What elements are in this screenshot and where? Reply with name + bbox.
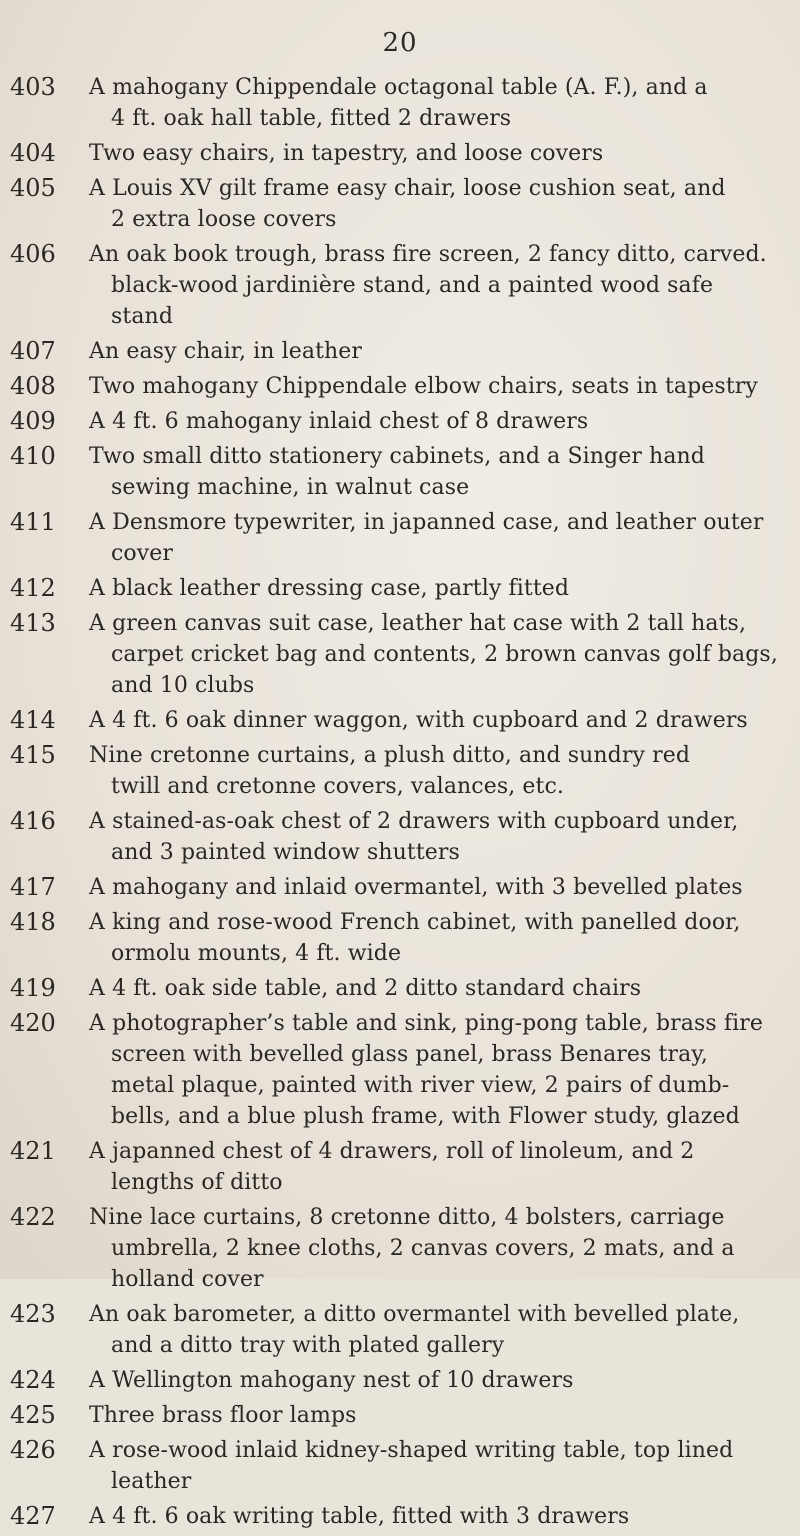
lot-number: 414 [10,706,56,734]
lot-description [67,371,800,402]
lot-description-line: stand [111,304,173,329]
lot-description [67,608,800,701]
lot-description-line: An oak book trough, brass fire screen, 2 fancy ditto, carved. [89,242,767,267]
lot-description [67,1365,800,1396]
lot-number: 426 [10,1436,56,1464]
lot-description [67,239,800,332]
lot-entry [0,507,800,569]
lot-description [67,1435,800,1497]
lot-entry [0,173,800,235]
lot-description [67,1008,800,1132]
lot-number: 423 [10,1300,56,1328]
lot-description-line: screen with bevelled glass panel, brass Benares tray, [111,1042,708,1067]
lot-number: 420 [10,1009,56,1037]
lot-description-line: A green canvas suit case, leather hat case with 2 tall hats, [89,611,747,636]
lot-number: 425 [10,1401,56,1429]
lot-description-line: carpet cricket bag and contents, 2 brown canvas golf bags, [111,642,778,667]
lot-description [67,507,800,569]
lot-entry [0,1435,800,1497]
lot-entry [0,1008,800,1132]
lot-entry [0,1299,800,1361]
lot-number: 409 [10,407,56,435]
lot-entry [0,806,800,868]
lot-description-line: umbrella, 2 knee cloths, 2 canvas covers, 2 mats, and a [111,1236,735,1261]
lot-description [67,705,800,736]
lot-number: 405 [10,174,56,202]
lot-description-line: Two mahogany Chippendale elbow chairs, seats in tapestry [89,374,758,399]
lot-description-line: and 10 clubs [111,673,255,698]
lot-description-line: A stained-as-oak chest of 2 drawers with cupboard under, [89,809,739,834]
lot-description-line: ormolu mounts, 4 ft. wide [111,941,402,966]
lot-entry [0,1365,800,1396]
lot-number: 415 [10,741,56,769]
lot-description-line: A mahogany Chippendale octagonal table (A. F.), and a [89,75,708,100]
lot-description-line: A mahogany and inlaid overmantel, with 3 bevelled plates [89,875,743,900]
lot-description [67,973,800,1004]
lot-entry [0,72,800,134]
lot-description-line: holland cover [111,1267,264,1292]
lot-number: 418 [10,908,56,936]
lot-description [67,72,800,134]
lot-description [67,173,800,235]
lot-description-line: A 4 ft. 6 mahogany inlaid chest of 8 drawers [89,409,589,434]
lot-number: 421 [10,1137,56,1165]
lot-description-line: Two easy chairs, in tapestry, and loose covers [89,141,604,166]
lot-list [0,72,800,1536]
lot-entry [0,1400,800,1431]
lot-description-line: cover [111,541,174,566]
lot-description-line: An easy chair, in leather [89,339,363,364]
lot-description-line: lengths of ditto [111,1170,283,1195]
lot-description [67,1400,800,1431]
lot-description [67,1202,800,1295]
lot-description [67,406,800,437]
lot-description [67,336,800,367]
lot-description-line: An oak barometer, a ditto overmantel with bevelled plate, [89,1302,740,1327]
lot-description-line: bells, and a blue plush frame, with Flower study, glazed [111,1104,740,1129]
lot-number: 408 [10,372,56,400]
lot-description [67,907,800,969]
lot-description-line: Two small ditto stationery cabinets, and a Singer hand [89,444,705,469]
lot-description-line: Three brass floor lamps [89,1403,357,1428]
lot-number: 404 [10,139,56,167]
lot-description [67,441,800,503]
lot-description-line: A japanned chest of 4 drawers, roll of linoleum, and 2 [89,1139,695,1164]
lot-number: 417 [10,873,56,901]
lot-description [67,1136,800,1198]
lot-description-line: A 4 ft. 6 oak writing table, fitted with 3 drawers [89,1504,630,1529]
lot-description-line: A king and rose-wood French cabinet, with panelled door, [89,910,741,935]
lot-description-line: sewing machine, in walnut case [111,475,470,500]
lot-entry [0,573,800,604]
lot-description [67,1299,800,1361]
lot-number: 416 [10,807,56,835]
lot-entry [0,705,800,736]
lot-entry [0,336,800,367]
lot-number: 422 [10,1203,56,1231]
lot-description-line: A Densmore typewriter, in japanned case, and leather outer [89,510,764,535]
lot-description-line: twill and cretonne covers, valances, etc. [111,774,564,799]
lot-description [67,1501,800,1532]
lot-entry [0,371,800,402]
lot-description-line: black-wood jardinière stand, and a painted wood safe [111,273,714,298]
lot-entry [0,608,800,701]
lot-description-line: Nine lace curtains, 8 cretonne ditto, 4 bolsters, carriage [89,1205,725,1230]
lot-number: 413 [10,609,56,637]
lot-entry [0,441,800,503]
lot-description-line: A 4 ft. oak side table, and 2 ditto standard chairs [89,976,642,1001]
lot-entry [0,872,800,903]
lot-number: 403 [10,73,56,101]
lot-description [67,806,800,868]
lot-description [67,740,800,802]
lot-entry [0,1202,800,1295]
lot-description-line: 2 extra loose covers [111,207,337,232]
lot-description-line: leather [111,1469,192,1494]
lot-number: 412 [10,574,56,602]
lot-entry [0,406,800,437]
lot-description-line: A Louis XV gilt frame easy chair, loose cushion seat, and [89,176,726,201]
page-number: 20 [382,28,418,58]
lot-number: 424 [10,1366,56,1394]
lot-number: 419 [10,974,56,1002]
lot-description [67,138,800,169]
lot-entry [0,1136,800,1198]
lot-entry [0,973,800,1004]
lot-entry [0,239,800,332]
lot-entry [0,907,800,969]
lot-description-line: A black leather dressing case, partly fitted [89,576,570,601]
lot-description-line: and a ditto tray with plated gallery [111,1333,505,1358]
lot-description-line: A photographer’s table and sink, ping-pong table, brass fire [89,1011,763,1036]
lot-description-line: A rose-wood inlaid kidney-shaped writing table, top lined [89,1438,734,1463]
lot-number: 406 [10,240,56,268]
lot-description-line: Nine cretonne curtains, a plush ditto, and sundry red [89,743,691,768]
lot-number: 427 [10,1502,56,1530]
lot-number: 411 [10,508,56,536]
lot-description-line: 4 ft. oak hall table, fitted 2 drawers [111,106,512,131]
lot-description-line: metal plaque, painted with river view, 2 pairs of dumb- [111,1073,730,1098]
lot-description [67,573,800,604]
lot-entry [0,138,800,169]
lot-number: 407 [10,337,56,365]
lot-entry [0,1501,800,1532]
lot-description-line: A Wellington mahogany nest of 10 drawers [89,1368,574,1393]
lot-description-line: A 4 ft. 6 oak dinner waggon, with cupboard and 2 drawers [89,708,748,733]
lot-description [67,872,800,903]
lot-number: 410 [10,442,56,470]
lot-description-line: and 3 painted window shutters [111,840,460,865]
lot-entry [0,740,800,802]
